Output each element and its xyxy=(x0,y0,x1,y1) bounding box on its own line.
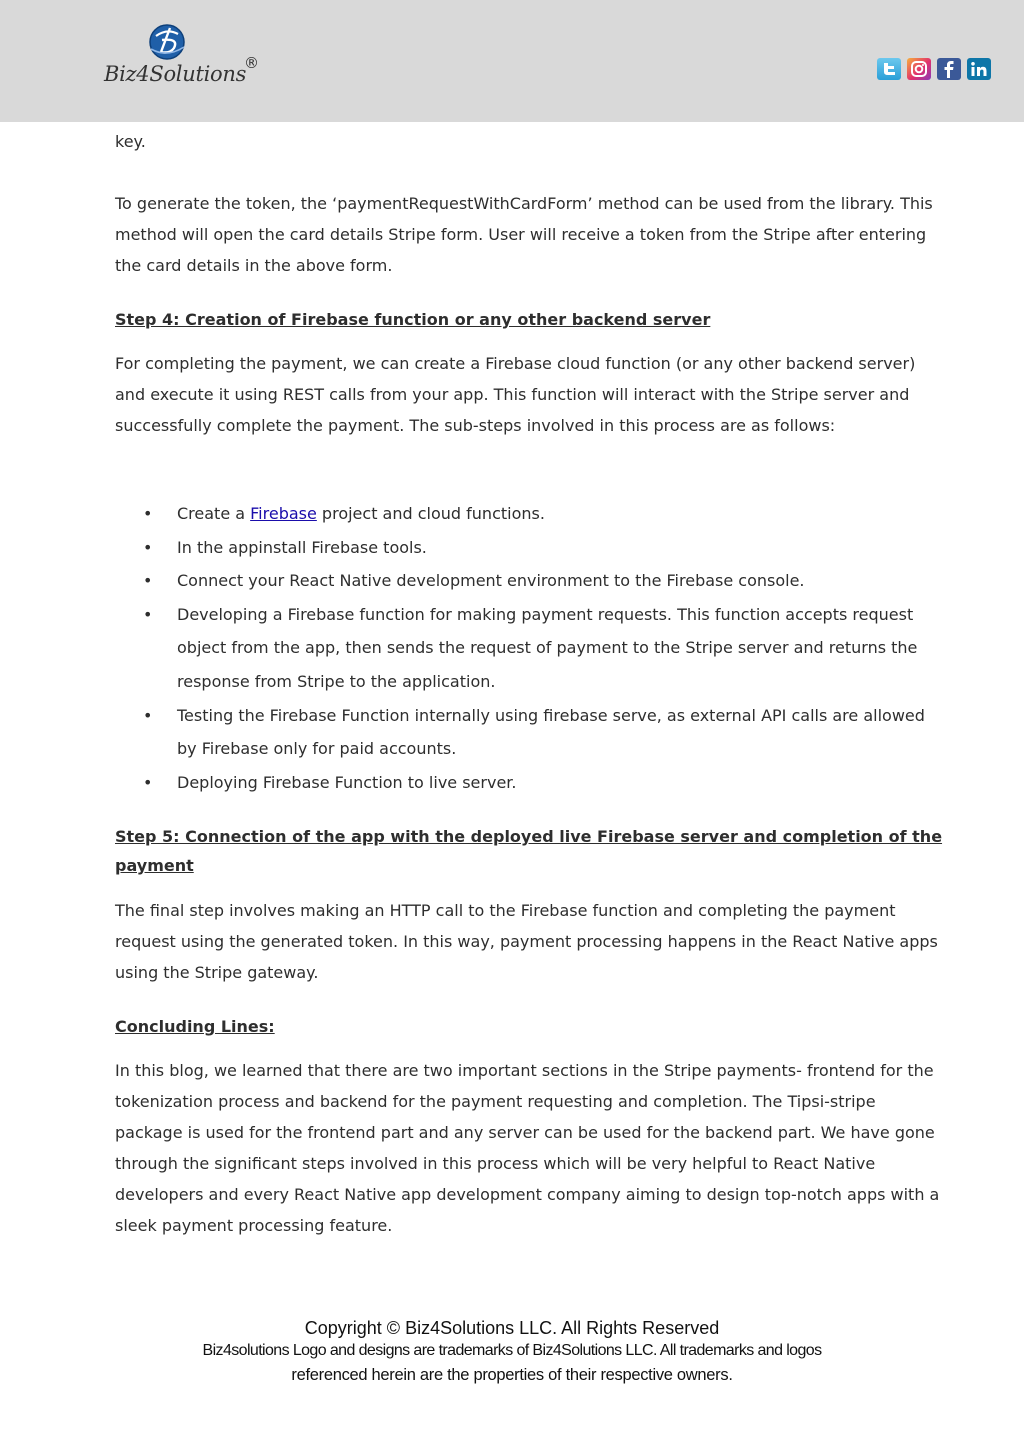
social-icons xyxy=(877,58,991,81)
concluding-heading: Concluding Lines: xyxy=(115,1017,275,1036)
list-item: • Connect your React Native development environment to the Firebase console. xyxy=(115,564,945,598)
step5-heading: Step 5: Connection of the app with the deployed live Firebase server and completion of the payment xyxy=(115,827,943,875)
list-item-text: Create a xyxy=(177,504,251,523)
twitter-icon[interactable] xyxy=(877,58,901,80)
list-item: • In the appinstall Firebase tools. xyxy=(115,531,945,565)
page-header xyxy=(0,0,1024,122)
paragraph-final-step: The final step involves making an HTTP call to the Firebase function and completing the payment request using the generated token. In this way, payment processing happens in the React Native apps using the Stripe gateway. xyxy=(115,901,938,982)
paragraph-token-generation: To generate the token, the ‘paymentRequestWithCardForm’ method can be used from the library. This method will open the card details Stripe form. User will receive a token from the Stripe after entering the card details in the above form. xyxy=(115,194,933,275)
list-item-text: project and cloud functions. xyxy=(316,504,545,523)
footer-copyright: Copyright © Biz4Solutions LLC. All Rights Reserved xyxy=(304,1318,720,1338)
footer-properties: referenced herein are the properties of their respective owners. xyxy=(291,1366,733,1384)
company-logo[interactable] xyxy=(104,22,264,92)
footer-trademarks: Biz4solutions Logo and designs are trademarks of Biz4Solutions LLC. All trademarks and logos xyxy=(202,1342,822,1359)
firebase-link[interactable]: Firebase xyxy=(250,504,317,523)
list-item: • Developing a Firebase function for making payment requests. This function accepts request object from the app, then sends the request of payment to the Stripe server and returns the response from Stripe to the application. xyxy=(115,598,945,699)
step4-heading: Step 4: Creation of Firebase function or any other backend server xyxy=(115,310,711,329)
instagram-icon[interactable] xyxy=(907,58,931,80)
registered-mark: ® xyxy=(244,54,259,72)
logo-text: Biz4Solutions xyxy=(104,62,247,86)
list-item: • Deploying Firebase Function to live server. xyxy=(115,766,945,800)
facebook-icon[interactable] xyxy=(937,58,961,80)
linkedin-icon[interactable] xyxy=(967,58,991,80)
substeps-list xyxy=(115,497,945,799)
logo-globe-icon xyxy=(104,22,264,66)
paragraph-key: key. xyxy=(115,132,146,151)
list-item xyxy=(115,497,945,531)
list-item: • Testing the Firebase Function internally using firebase serve, as external API calls are allowed by Firebase only for paid accounts. xyxy=(115,699,945,766)
paragraph-conclusion: In this blog, we learned that there are two important sections in the Stripe payments- frontend for the tokenization process and backend for the payment requesting and completion. The Tipsi-stripe package is used for the frontend part and any server can be used for the backend part. We have gone through the significant steps involved in this process which will be very helpful to React Native developers and every React Native app development company aiming to design top-notch apps with a sleek payment processing feature. xyxy=(115,1061,940,1235)
paragraph-firebase-function: For completing the payment, we can create a Firebase cloud function (or any other backend server) and execute it using REST calls from your app. This function will interact with the Stripe server and successfully complete the payment. The sub-steps involved in this process are as follows: xyxy=(115,354,916,435)
